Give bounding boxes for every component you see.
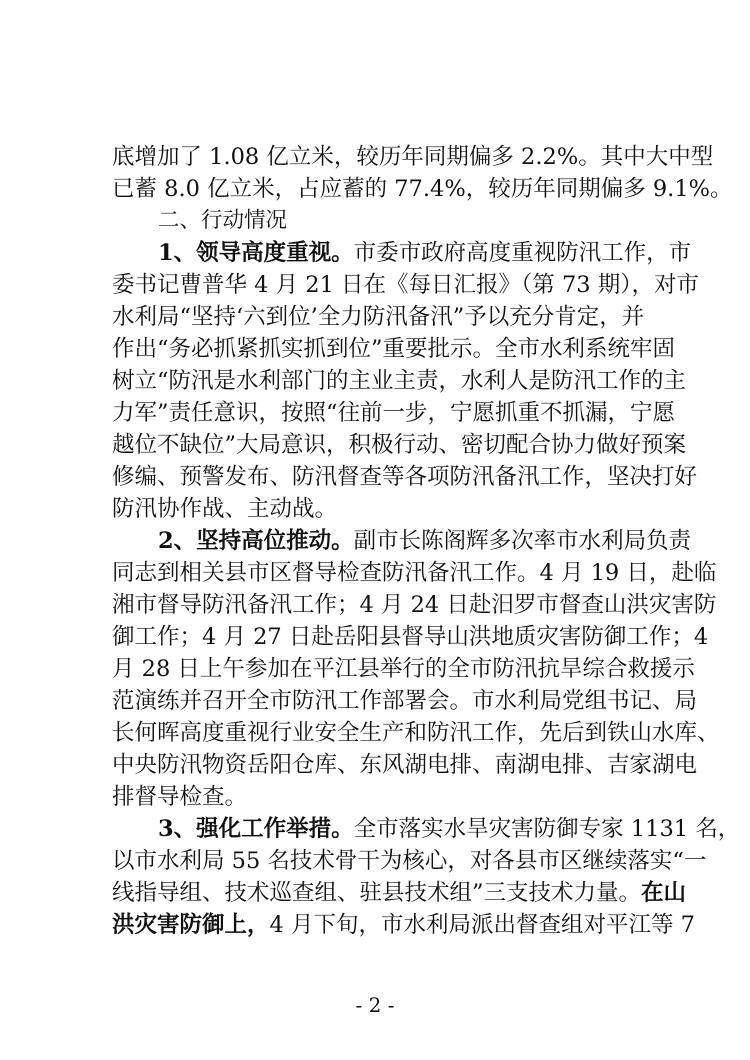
body-line: 越位不缺位”大局意识，积极行动、密切配合协力做好预案 — [112, 432, 687, 458]
body-line: 范演练并召开全市防汛工作部署会。市水利局党组书记、局 — [112, 688, 698, 714]
body-text: 全市落实水旱灾害防御专家 1131 名， — [353, 816, 741, 842]
body-line: 委书记曹普华 4 月 21 日在《每日汇报》（第 73 期），对市 — [112, 272, 699, 298]
body-line: 底增加了 1.08 亿立米，较历年同期偏多 2.2%。其中大中型 — [112, 144, 714, 170]
paragraph-3-title: 3、强化工作举措。 — [158, 816, 354, 842]
body-text: 4 月下旬，市水利局派出督查组对平江等 7 — [269, 912, 695, 938]
body-line: 排督导检查。 — [112, 784, 248, 810]
body-text: 副市长陈阁辉多次率市水利局负责 — [353, 528, 692, 554]
body-line: 月 28 日上午参加在平江县举行的全市防汛抗旱综合救援示 — [112, 656, 695, 682]
body-line-with-emphasis — [112, 910, 695, 940]
body-line: 中央防汛物资岳阳仓库、东风湖电排、南湖电排、吉家湖电 — [112, 752, 698, 778]
paragraph-1-title: 1、领导高度重视。 — [158, 240, 354, 266]
body-line: 御工作；4 月 27 日赴岳阳县督导山洪地质灾害防御工作；4 — [112, 624, 709, 650]
body-line: 以市水利局 55 名技术骨干为核心，对各县市区继续落实“一 — [112, 848, 707, 874]
body-text: 市委市政府高度重视防汛工作，市 — [353, 240, 692, 266]
body-line: 防汛协作战、主动战。 — [112, 496, 338, 522]
emphasis-text: 洪灾害防御上， — [112, 912, 270, 938]
body-text: 线指导组、技术巡查组、驻县技术组”三支技术力量。 — [112, 880, 642, 906]
body-line: 力军”责任意识，按照“往前一步，宁愿抓重不抓漏，宁愿 — [112, 400, 676, 426]
body-line: 湘市督导防汛备汛工作；4 月 24 日赴汨罗市督查山洪灾害防 — [112, 592, 717, 618]
body-line: 修编、预警发布、防汛督查等各项防汛备汛工作，坚决打好 — [112, 464, 698, 490]
body-line: 作出“务必抓紧抓实抓到位”重要批示。全市水利系统牢固 — [112, 336, 676, 362]
body-line: 同志到相关县市区督导检查防汛备汛工作。4 月 19 日，赴临 — [112, 560, 717, 586]
page-number: - 2 - — [355, 993, 395, 1017]
body-line: 水利局“坚持‘六到位’全力防汛备汛”予以充分肯定，并 — [112, 304, 645, 330]
body-line: 树立“防汛是水利部门的主业主责，水利人是防汛工作的主 — [112, 368, 687, 394]
paragraph-3-first-line — [158, 814, 741, 844]
emphasis-text: 在山 — [641, 880, 687, 906]
section-heading: 二、行动情况 — [158, 208, 288, 233]
paragraph-2-first-line — [158, 526, 692, 556]
paragraph-1-first-line — [158, 238, 692, 268]
body-line: 已蓄 8.0 亿立米，占应蓄的 77.4%，较历年同期偏多 9.1%。 — [112, 176, 733, 202]
body-line: 长何晖高度重视行业安全生产和防汛工作，先后到铁山水库、 — [112, 720, 720, 746]
body-line-with-emphasis — [112, 878, 687, 908]
paragraph-2-title: 2、坚持高位推动。 — [158, 528, 354, 554]
